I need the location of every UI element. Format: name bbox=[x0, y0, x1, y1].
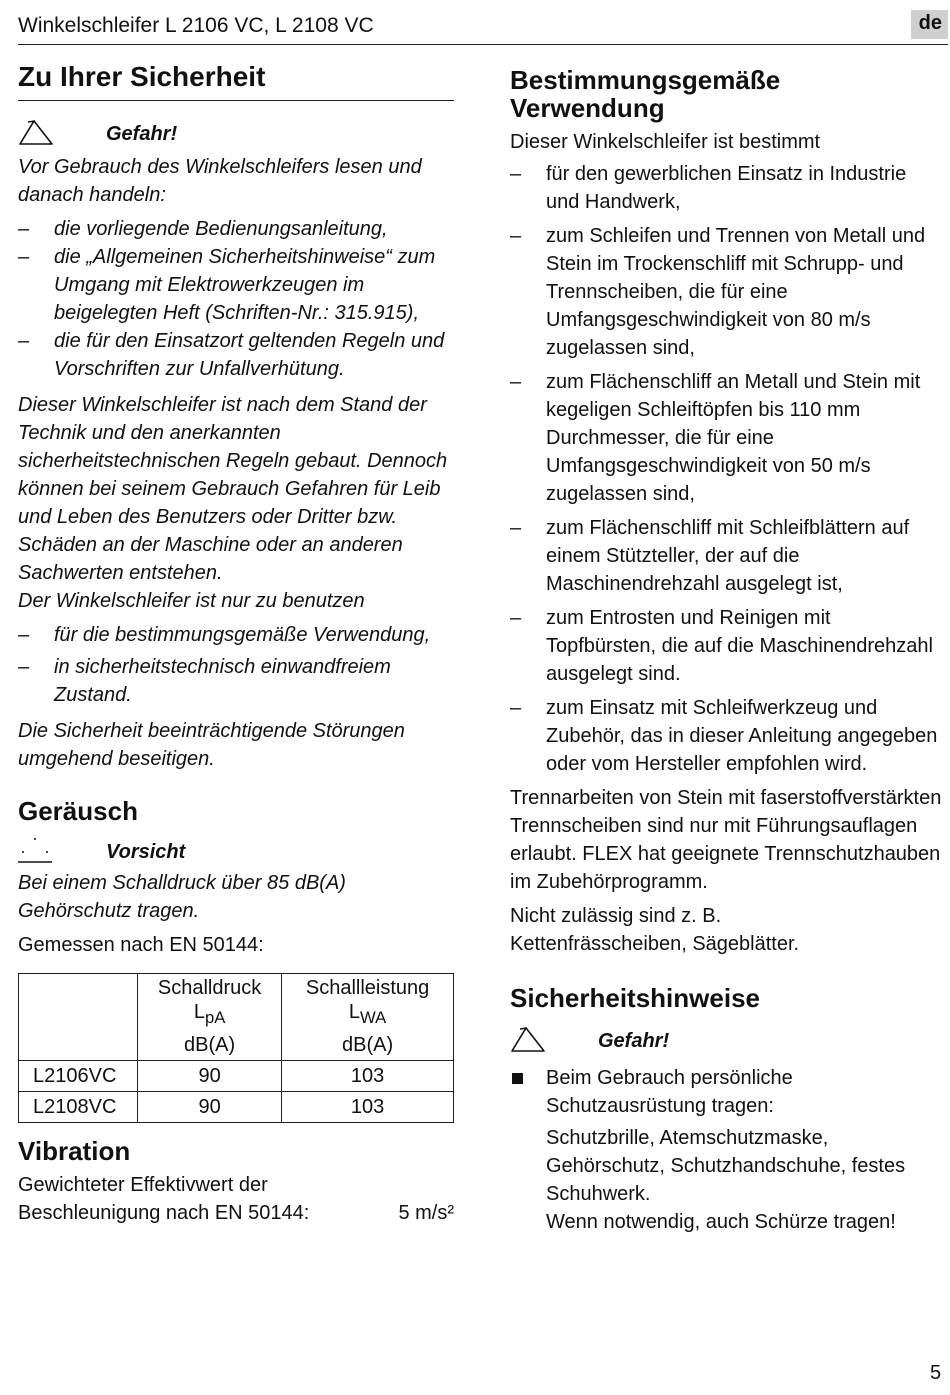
sound-power-header: Schallleistung $L_{WA}$ bbox=[282, 974, 454, 1031]
ppe-items: Schutzbrille, Atemschutzmaske, Gehörschutz, Schutzhandschuhe, festes Schuhwerk. bbox=[546, 1127, 906, 1205]
model-cell: L2108VC bbox=[19, 1092, 138, 1123]
apron-text: Wenn notwendig, auch Schürze tragen! bbox=[546, 1211, 896, 1233]
section-heading-safety: Zu Ihrer Sicherheit bbox=[18, 60, 454, 101]
page-header bbox=[18, 10, 948, 45]
read-list bbox=[18, 215, 454, 383]
use-list bbox=[18, 621, 454, 709]
list-item: – zum Einsatz mit Schleifwerkzeug und Zubehör, das in dieser Anleitung angegeben oder vom Hersteller empfohlen wird. bbox=[510, 697, 938, 775]
power-cell: 103 bbox=[282, 1061, 454, 1092]
square-bullet-icon bbox=[512, 1073, 523, 1084]
noise-text: Bei einem Schalldruck über 85 dB(A) Gehörschutz tragen. bbox=[18, 872, 346, 922]
table-row bbox=[19, 1092, 454, 1123]
intended-use-list bbox=[510, 160, 944, 778]
caution-notice bbox=[18, 835, 454, 865]
vibration-row bbox=[18, 1199, 454, 1227]
unit-cell: dB(A) bbox=[138, 1030, 282, 1061]
power-cell: 103 bbox=[282, 1092, 454, 1123]
table-row bbox=[19, 1061, 454, 1092]
danger-notice bbox=[18, 119, 454, 153]
caution-triangle-icon bbox=[18, 835, 58, 865]
right-column bbox=[510, 60, 944, 1236]
list-item: – die „Allgemeinen Sicherheitshinweise“ zum Umgang mit Elektrowerkzeugen im beigelegten Heft (Schriften-Nr.: 315.915), bbox=[18, 246, 436, 324]
vibration-value: 5 m/s² bbox=[398, 1202, 454, 1224]
pressure-cell: 90 bbox=[138, 1061, 282, 1092]
list-item: – für den gewerblichen Einsatz in Industrie und Handwerk, bbox=[510, 163, 907, 213]
not-allowed-line-2: Kettenfrässcheiben, Sägeblätter. bbox=[510, 933, 800, 955]
section-heading-vibration: Vibration bbox=[18, 1136, 131, 1166]
use-intro: Der Winkelschleifer ist nur zu benutzen bbox=[18, 590, 365, 612]
measured-text: Gemessen nach EN 50144: bbox=[18, 934, 264, 956]
intended-use-intro: Dieser Winkelschleifer ist bestimmt bbox=[510, 131, 821, 153]
ppe-intro: Beim Gebrauch persönliche Schutzausrüstung tragen: bbox=[546, 1067, 793, 1117]
left-column bbox=[18, 60, 454, 1227]
document-title: Winkelschleifer L 2106 VC, L 2108 VC bbox=[18, 14, 374, 37]
warning-triangle-icon bbox=[510, 1026, 546, 1054]
danger-label: Gefahr! bbox=[106, 123, 178, 145]
section-heading-safety-notes: Sicherheitshinweise bbox=[510, 983, 760, 1013]
ppe-list-item bbox=[510, 1064, 944, 1236]
section-heading-intended-use: Bestimmungsgemäße Verwendung bbox=[510, 65, 781, 123]
list-item: – zum Entrosten und Reinigen mit Topfbürsten, die auf die Maschinendrehzahl ausgelegt sind. bbox=[510, 607, 933, 685]
state-of-art-text: Dieser Winkelschleifer ist nach dem Stand der Technik und den anerkannten sicherheitstechnischen Regeln gebaut. Dennoch können bei seinem Gebrauch Gefahren für Leib und Leben des Benutzers oder Dritter bzw. Schäden an der Maschine oder an anderen Sachwerten entstehen. bbox=[18, 394, 448, 584]
model-cell: L2106VC bbox=[19, 1061, 138, 1092]
noise-table bbox=[18, 973, 454, 1123]
list-item: – zum Flächenschliff an Metall und Stein mit kegeligen Schleiftöpfen bis 110 mm Durchmesser, die für eine Umfangsgeschwindigkeit von 50 m/s zugelassen sind, bbox=[510, 371, 921, 505]
cutting-text: Trennarbeiten von Stein mit faserstoffverstärkten Trennscheiben sind nur mit Führungsauflagen erlaubt. FLEX hat geeignete Trennschutzhauben im Zubehörprogramm. bbox=[510, 787, 942, 893]
danger-label: Gefahr! bbox=[598, 1030, 670, 1052]
vibration-line-2: Beschleunigung nach EN 50144: bbox=[18, 1202, 310, 1224]
sound-pressure-header: Schalldruck $L_{pA}$ bbox=[138, 974, 282, 1031]
warning-triangle-icon bbox=[18, 119, 54, 147]
list-item: – zum Flächenschliff mit Schleifblättern auf einem Stützteller, der auf die Maschinendrehzahl ausgelegt ist, bbox=[510, 517, 910, 595]
list-item: – die für den Einsatzort geltenden Regeln und Vorschriften zur Unfallverhütung. bbox=[18, 330, 445, 380]
caution-label: Vorsicht bbox=[106, 841, 186, 863]
section-heading-noise: Geräusch bbox=[18, 796, 138, 826]
faults-text: Die Sicherheit beeinträchtigende Störungen umgehend beseitigen. bbox=[18, 720, 405, 770]
language-badge: de bbox=[911, 10, 948, 39]
read-intro: Vor Gebrauch des Winkelschleifers lesen und danach handeln: bbox=[18, 156, 422, 206]
vibration-line-1: Gewichteter Effektivwert der bbox=[18, 1174, 268, 1196]
list-item: – in sicherheitstechnisch einwandfreiem Zustand. bbox=[18, 656, 391, 706]
danger-notice bbox=[510, 1026, 944, 1060]
page-number: 5 bbox=[930, 1362, 942, 1384]
table-header-row bbox=[19, 974, 454, 1031]
table-corner-cell bbox=[19, 974, 138, 1061]
unit-cell: dB(A) bbox=[282, 1030, 454, 1061]
list-item: – für die bestimmungsgemäße Verwendung, bbox=[18, 624, 431, 646]
pressure-cell: 90 bbox=[138, 1092, 282, 1123]
list-item: – die vorliegende Bedienungsanleitung, bbox=[18, 218, 388, 240]
list-item: – zum Schleifen und Trennen von Metall und Stein im Trockenschliff mit Schrupp- und Trennscheiben, die für eine Umfangsgeschwindigkeit von 80 m/s zugelassen sind, bbox=[510, 225, 926, 359]
not-allowed-line-1: Nicht zulässig sind z. B. bbox=[510, 905, 722, 927]
